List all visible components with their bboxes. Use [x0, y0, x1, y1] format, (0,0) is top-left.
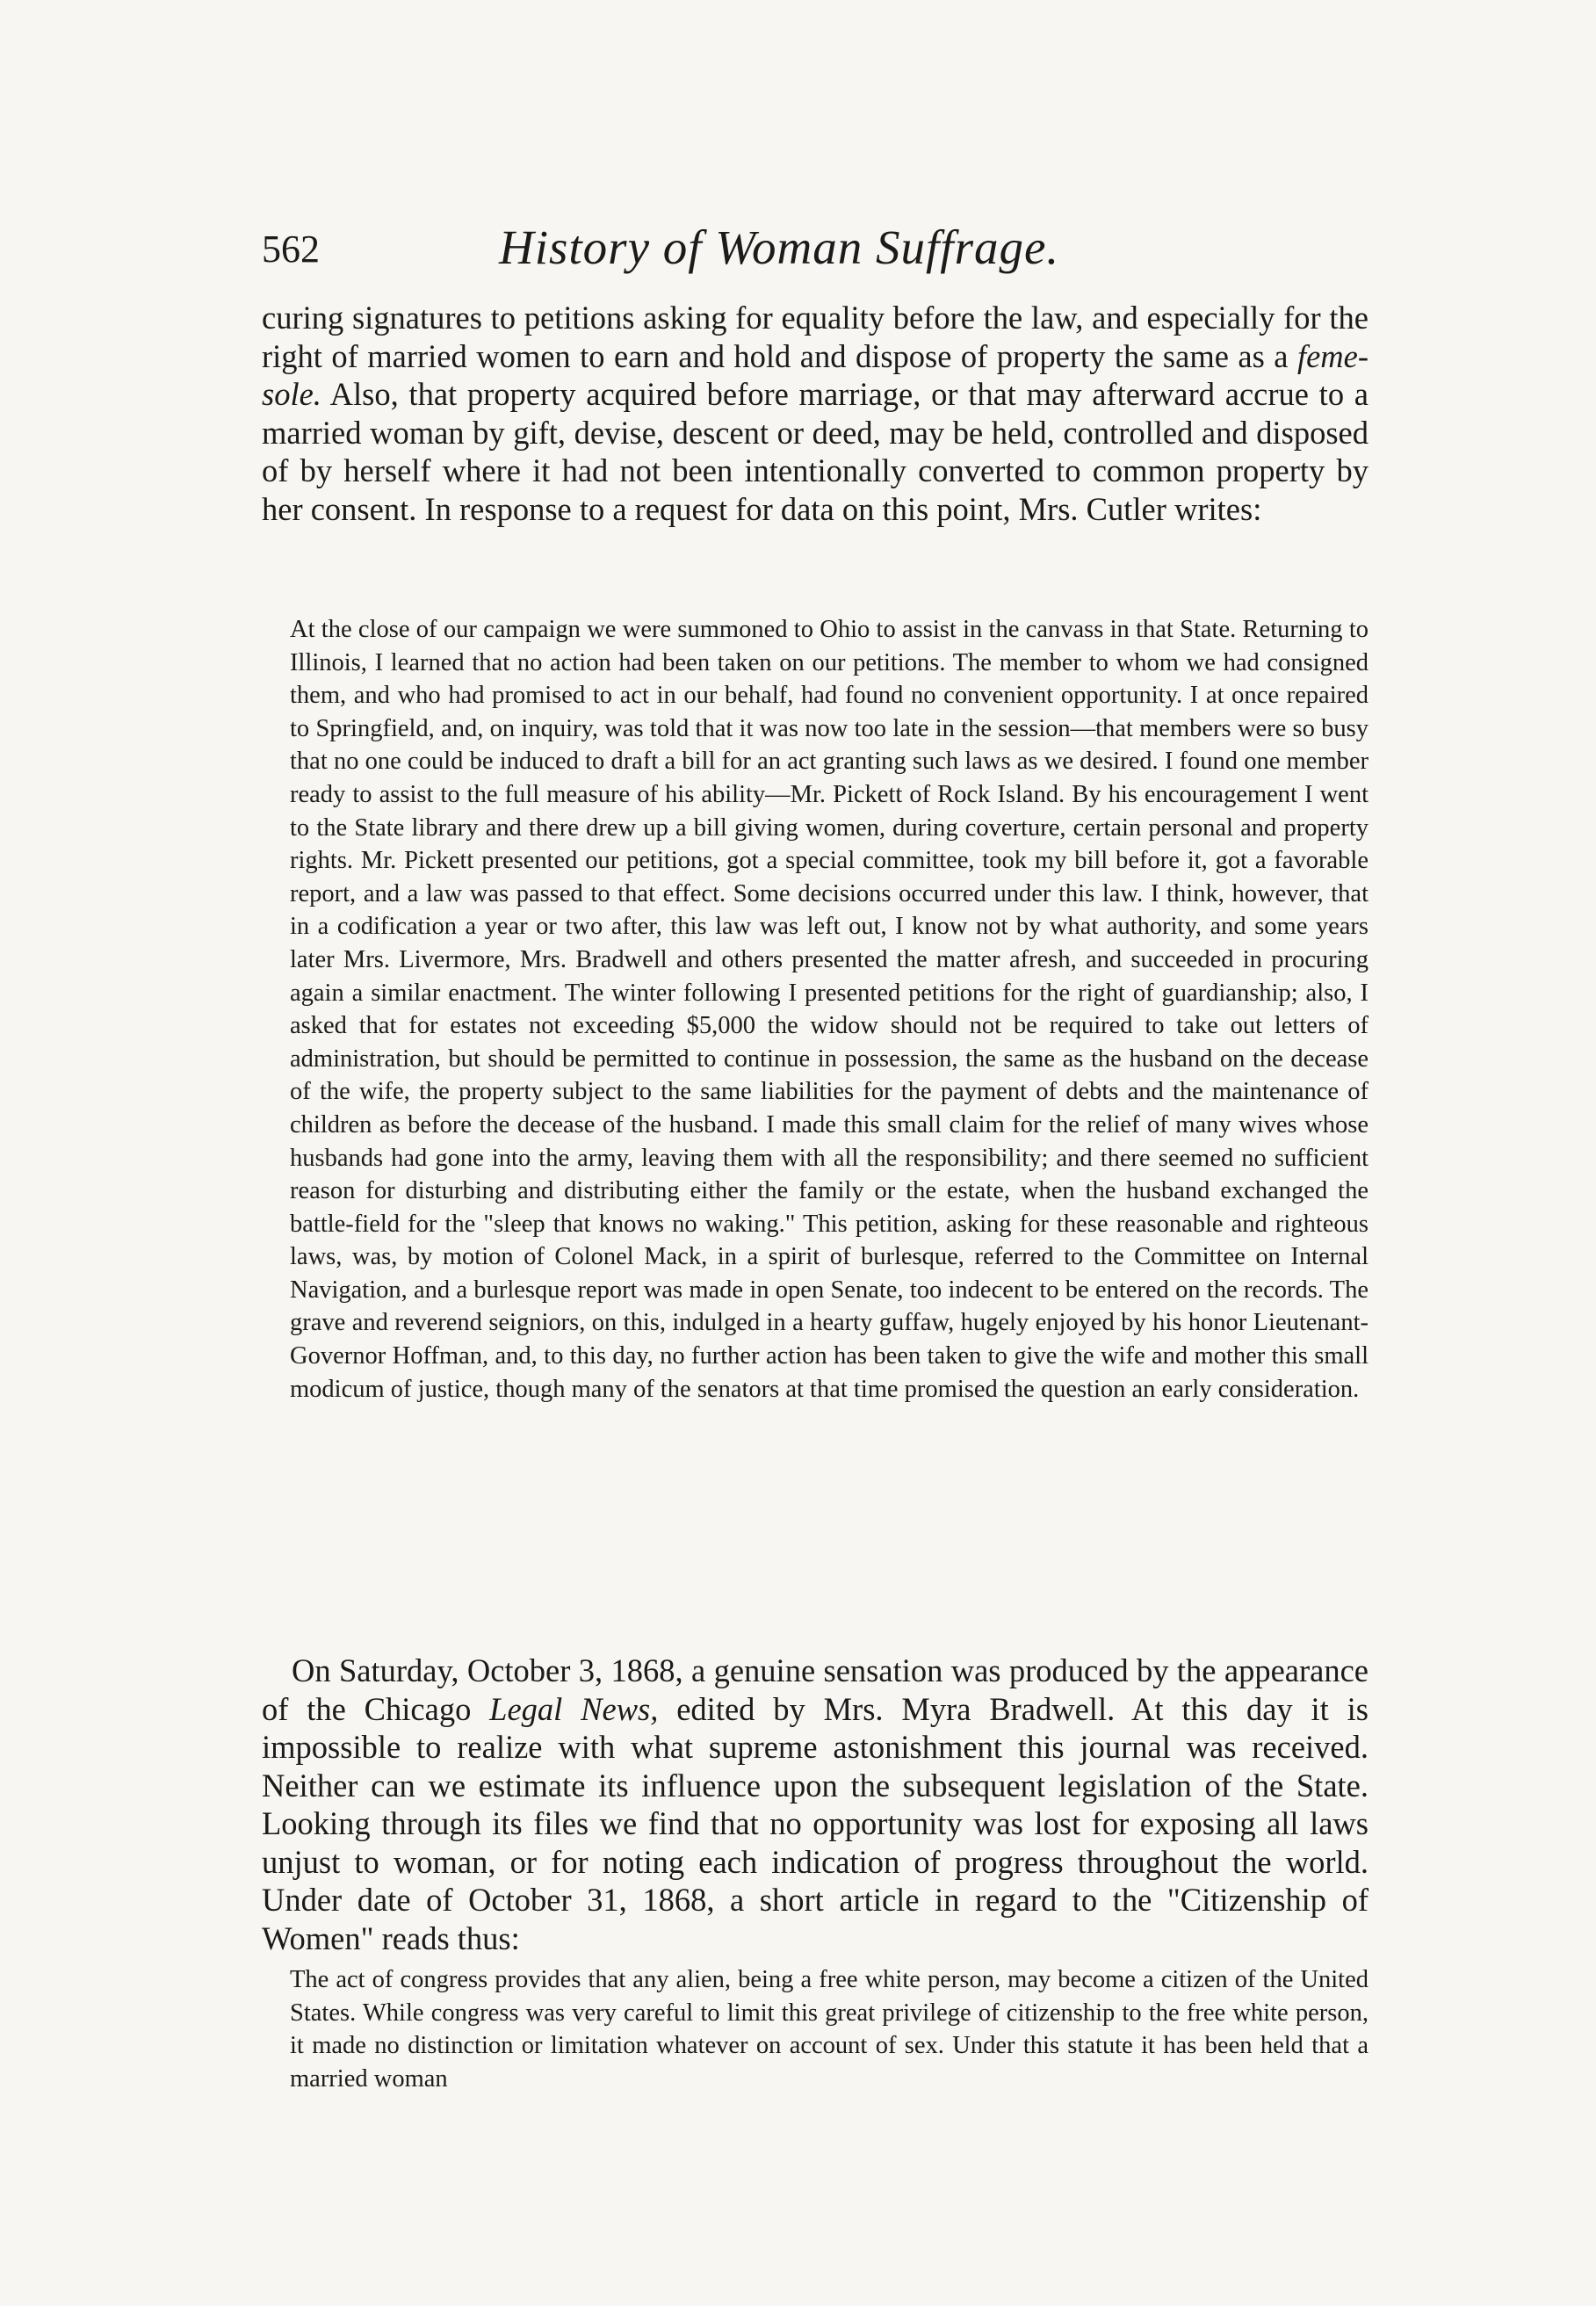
paragraph-text: Also, that property acquired before marriage, or that may afterward accrue to a married woman by gift, devise, descent or deed, may be held, controlled and disposed of by herself where it had not been intentionally converted to common property by her consent. In response to a request for data on this point, Mrs. Cutler writes: — [262, 376, 1369, 527]
paragraph-text: edited by Mrs. Myra Bradwell. At this day it is impossible to realize with what supreme astonishment this journal was received. Neither can we estimate its influence upon the subsequent legislation of the State. Looking through its files we find that no opportunity was lost for exposing all laws unjust to woman, or for noting each indication of progress throughout the world. Under date of October 31, 1868, a short article in regard to the "Citizenship of Women" reads thus: — [262, 1690, 1369, 1956]
italic-term: feme-sole. — [262, 337, 1369, 412]
running-title: History of Woman Suffrage. — [499, 220, 1060, 274]
paragraph-text: curing signatures to petitions asking for equality before the law, and especially for the right of married women to earn and hold and dispose of property the same as a — [262, 300, 1369, 374]
paragraph-text: On Saturday, October 3, 1868, a genuine sensation was produced by the appearance of the Chicago — [262, 1652, 1369, 1727]
quotation-citizenship: The act of congress provides that any alien, being a free white person, may become a citizen of the United States. While congress was very careful to limit this great privilege of citizenship to the free white person, it made no distinction or limitation whatever on account of sex. Under this statute it has been held that a married woman — [290, 1966, 1369, 2093]
quotation-cutler: At the close of our campaign we were summoned to Ohio to assist in the canvass in that State. Returning to Illinois, I learned that no action had been taken on our petitions. The member to whom we had consigned them, and who had promised to act in our behalf, had found no convenient opportunity. I at once repaired to Springfield, and, on inquiry, was told that it was now too late in the session—that members were so busy that no one could be induced to draft a bill for an act granting such laws as we desired. I found one member ready to assist to the full measure of his ability—Mr. Pickett of Rock Island. By his encouragement I went to the State library and there drew up a bill giving women, during coverture, certain personal and property rights. Mr. Pickett presented our petitions, got a special committee, took my bill before it, got a favorable report, and a law was passed to that effect. Some decisions occurred under this law. I think, however, that in a codification a year or two after, this law was left out, I know not by what authority, and some years later Mrs. Livermore, Mrs. Bradwell and others presented the matter afresh, and succeeded in procuring again a similar enactment. The winter following I presented petitions for the right of guardianship; also, I asked that for estates not exceeding $5,000 the widow should not be required to take out letters of administration, but should be permitted to continue in possession, the same as the husband on the decease of the wife, the property subject to the same liabilities for the payment of debts and the maintenance of children as before the decease of the husband. I made this small claim for the relief of many wives whose husbands had gone into the army, leaving them with all the responsibility; and there seemed no sufficient reason for disturbing and distributing either the family or the estate, when the husband exchanged the battle-field for the "sleep that knows no waking." This petition, asking for these reasonable and righteous laws, was, by motion of Colonel Mack, in a spirit of burlesque, referred to the Committee on Internal Navigation, and a burlesque report was made in open Senate, too indecent to be entered on the records. The grave and reverend seigniors, on this, indulged in a hearty guffaw, hugely enjoyed by his honor Lieutenant-Governor Hoffman, and, to this day, no further action has been taken to give the wife and mother this small modicum of justice, though many of the senators at that time promised the question an early consideration. — [290, 616, 1369, 1403]
italic-title: Legal News, — [489, 1690, 659, 1727]
page-number: 562 — [262, 228, 320, 271]
page-header — [262, 220, 1369, 290]
paragraph-legal-news — [262, 1652, 1369, 1957]
paragraph-property-rights — [262, 299, 1369, 528]
